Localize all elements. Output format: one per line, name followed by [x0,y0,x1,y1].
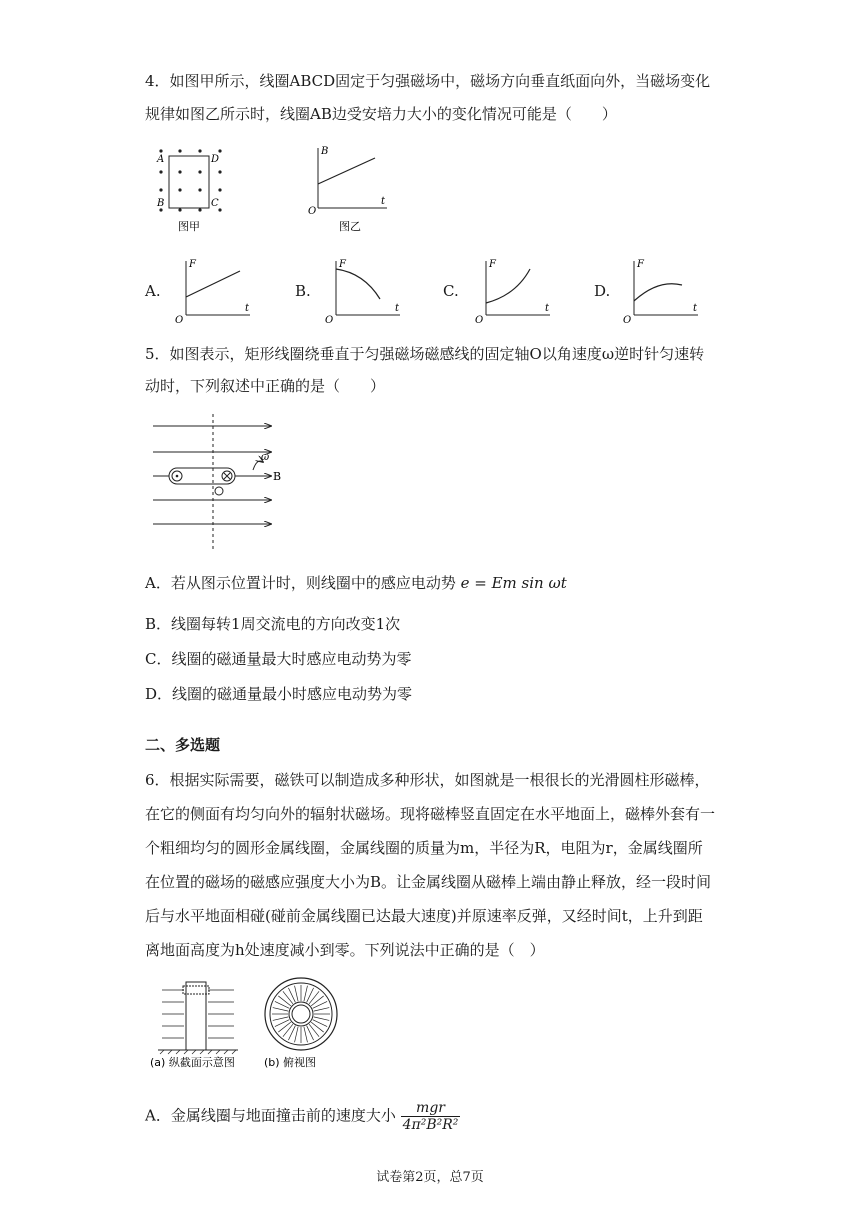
omega-label: ω [261,452,270,463]
field-ray [288,1026,295,1040]
field-ray [307,988,314,1002]
axis-x-label: t [693,303,698,314]
field-ray [313,1020,327,1027]
q4-option-a-label: A. [145,282,161,300]
section-heading: 二、多选题 [145,736,221,754]
fig-a-caption: (a) 纵截面示意图 [150,1056,235,1068]
field-ray [275,1020,289,1027]
q4-figure-jia [150,142,230,234]
field-ray [273,1017,289,1021]
q5-option-c[interactable]: C．线圈的磁通量最大时感应电动势为零 [145,650,412,668]
field-ray [288,988,295,1002]
axis-y-label: F [339,259,346,270]
q4-option-c-label: C. [443,282,459,300]
fig-b-caption: (b) 俯视图 [264,1056,317,1068]
q4-option-d-label: D. [594,282,611,300]
fig-yi-caption: 图乙 [339,220,361,233]
q4-option-a-graph[interactable] [172,255,257,327]
field-ray [295,986,299,1002]
q6-line-6: 离地面高度为h处速度减小到零。下列说法中正确的是（ ） [145,941,545,959]
corner-a-label: A [157,154,165,165]
q4-figure-yi [305,142,395,234]
q6-line-2: 在它的侧面有均匀向外的辐射状磁场。现将磁棒竖直固定在水平地面上，磁棒外套有一 [145,805,716,823]
field-ray [278,996,291,1006]
axis-y-label: F [489,259,496,270]
q4-option-b-label: B. [295,282,311,300]
q4-option-b-graph[interactable] [322,255,407,327]
field-ray [273,1008,289,1012]
q5-option-a-text: A．若从图示位置计时，则线圈中的感应电动势 [145,574,456,592]
corner-d-label: D [211,154,220,165]
field-ray [283,991,293,1004]
origin-label: O [325,315,334,326]
axis-x-label: t [545,303,550,314]
field-ray [295,1027,299,1043]
corner-b-label: B [157,198,165,209]
axis-y-label: F [637,259,644,270]
q6-option-a[interactable] [145,1100,460,1133]
q6-line-3: 个粗细均匀的圆形金属线圈，金属线圈的质量为m，半径为R，电阻为r，金属线圈所 [145,839,703,857]
axis-y-label: F [189,259,196,270]
q6-line-5: 后与水平地面相碰(碰前金属线圈已达最大速度)并原速率反弹，又经时间t，上升到距 [145,907,703,925]
q5-option-a-formula: e = Em sin ωt [460,574,567,592]
field-ray [278,1022,291,1032]
field-ray [311,996,324,1006]
field-ray [314,1017,330,1021]
axis-x-label: t [395,303,400,314]
fig-jia-caption: 图甲 [178,220,200,233]
origin-label: O [475,315,484,326]
q6-figure-b [258,976,344,1068]
yi-ylabel: B [321,146,329,157]
field-ray [309,1024,319,1037]
field-ray [309,991,319,1004]
q6-option-a-text: A．金属线圈与地面撞击前的速度大小 [145,1106,396,1125]
q4-line-2: 规律如图乙所示时，线圈AB边受安培力大小的变化情况可能是（ ） [145,105,617,123]
origin-label: O [623,315,632,326]
yi-origin: O [308,206,317,217]
fraction-numerator: mgr [401,1100,461,1117]
q5-line-1: 5．如图表示，矩形线圈绕垂直于匀强磁场磁感线的固定轴O以角速度ω逆时针匀速转 [145,345,705,363]
origin-label: O [175,315,184,326]
corner-c-label: C [211,198,219,209]
field-ray [313,1001,327,1008]
field-ray [307,1026,314,1040]
q6-figure-a [148,976,248,1068]
field-ray [304,1027,308,1043]
q5-option-d[interactable]: D．线圈的磁通量最小时感应电动势为零 [145,685,413,703]
page-footer: 试卷第2页，总7页 [376,1170,484,1185]
q6-line-4: 在位置的磁场的磁感应强度大小为B。让金属线圈从磁棒上端由静止释放，经一段时间 [145,873,712,891]
field-ray [311,1022,324,1032]
q5-line-2: 动时，下列叙述中正确的是（ ） [145,377,386,395]
q4-option-d-graph[interactable] [620,255,705,327]
q5-option-a[interactable] [145,572,567,594]
q6-option-a-fraction [401,1100,461,1133]
yi-xlabel: t [381,196,386,207]
q4-option-c-graph[interactable] [472,255,557,327]
field-ray [275,1001,289,1008]
q4-line-1: 4．如图甲所示，线圈ABCD固定于匀强磁场中，磁场方向垂直纸面向外，当磁场变化 [145,72,711,90]
field-ray [314,1008,330,1012]
b-label: B [273,470,282,483]
q5-option-b[interactable]: B．线圈每转1周交流电的方向改变1次 [145,615,401,633]
fraction-denominator: 4π²B²R² [402,1117,459,1133]
axis-o-marker [215,487,223,495]
axis-x-label: t [245,303,250,314]
field-ray [304,986,308,1002]
field-ray [283,1024,293,1037]
q5-figure [145,412,285,552]
q6-line-1: 6．根据实际需要，磁铁可以制造成多种形状，如图就是一根很长的光滑圆柱形磁棒， [145,771,710,789]
